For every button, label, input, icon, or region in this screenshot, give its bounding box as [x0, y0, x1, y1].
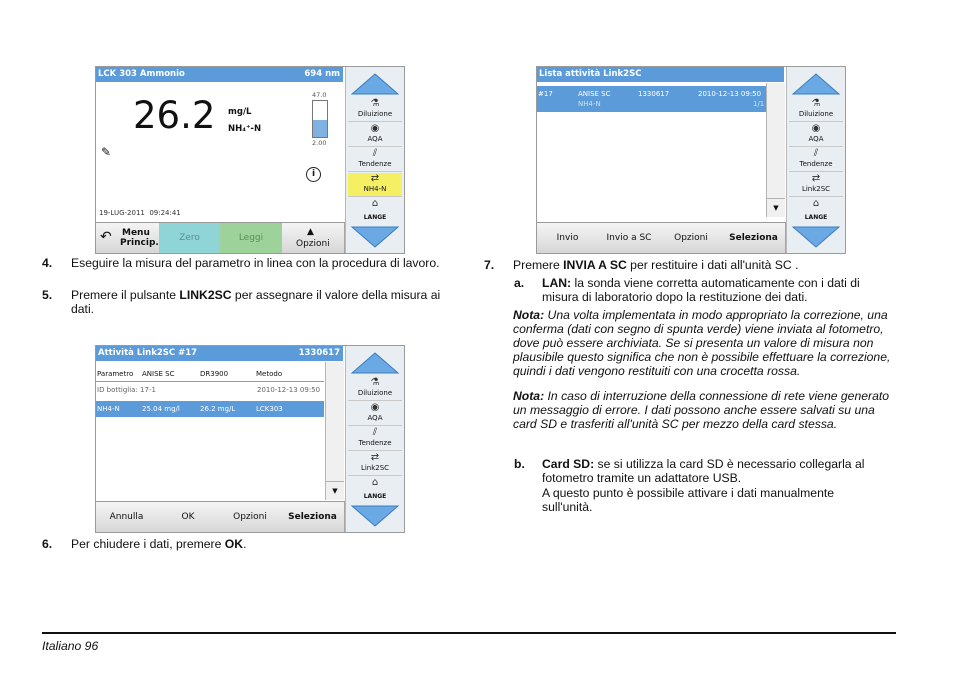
table-header: [96, 369, 326, 379]
link-icon: ⇄: [370, 452, 380, 463]
brand-logo: LANGE: [363, 493, 387, 500]
step-number: 5.: [42, 288, 53, 302]
step-text: [513, 258, 903, 272]
trends-button[interactable]: [348, 427, 402, 451]
home-icon: ⌂: [812, 198, 820, 209]
send-to-sc-button[interactable]: Invio a SC: [598, 223, 661, 253]
wavelength: 694 nm: [304, 69, 340, 79]
dilution-label: Diluizione: [357, 110, 393, 118]
caret-up-icon: ▲: [307, 227, 314, 237]
link2sc-button[interactable]: [348, 452, 402, 476]
info-icon[interactable]: i: [306, 167, 321, 182]
activity-id: 1330617: [638, 90, 670, 98]
back-arrow-icon: ↶: [100, 229, 112, 245]
note-label: Nota:: [513, 389, 545, 403]
scroll-down-button[interactable]: [349, 503, 401, 530]
unit-label: mg/L: [228, 107, 252, 117]
cell-anise: 25.04 mg/l: [142, 405, 180, 413]
link-icon: ⇄: [370, 173, 380, 184]
sidebar: [345, 67, 404, 253]
aqa-button[interactable]: [348, 123, 402, 147]
substep-text-part: se si utilizza la card SD è necessario collegarla al fotometro tramite un adattatore USB.: [542, 457, 865, 485]
aqa-button[interactable]: [348, 402, 402, 426]
step-number: 4.: [42, 256, 53, 270]
column-header: DR3900: [200, 370, 229, 378]
cancel-button[interactable]: Annulla: [96, 502, 158, 532]
link2sc-button[interactable]: [348, 173, 402, 197]
step-text-part: .: [243, 537, 247, 551]
step-text-part: per assegnare il valore della misura ai dati.: [71, 288, 441, 316]
menu-button[interactable]: [96, 223, 160, 253]
trend-chart-icon: ⫽: [372, 427, 378, 438]
species-label: NH₄⁺-N: [228, 124, 262, 134]
screen-title: Lista attività Link2SC: [539, 69, 642, 79]
screen-link2sc-activity: [95, 345, 405, 533]
trends-button[interactable]: [348, 148, 402, 172]
step-text-part: Per chiudere i dati, premere: [71, 537, 225, 551]
home-icon: ⌂: [371, 477, 379, 488]
note-text: Una volta implementata in modo appropriato la correzione, una conferma (dati con segno di spunta verde) viene inviata al fotometro, dove può essere archiviata. Se si presenta un valore di misura non plausibile questo significa che non è possibile effettuare la correzione, quindi i dati vengono restituiti con una crocetta rossa.: [513, 308, 891, 378]
step-number: 7.: [484, 258, 495, 272]
gauge-fill: [313, 120, 327, 137]
link2sc-button[interactable]: [789, 173, 843, 197]
dilution-label: Diluizione: [357, 389, 393, 397]
parameter: NH4-N: [578, 100, 601, 108]
sidebar: [345, 346, 404, 532]
column-header: ANISE SC: [142, 370, 175, 378]
note-2: [513, 389, 897, 431]
menu-label-2: Princip.: [120, 238, 159, 248]
aqa-icon: ◉: [370, 123, 380, 134]
measurement-value: 26.2: [133, 94, 216, 137]
bottle-id: ID bottiglia: 17-1: [97, 386, 156, 394]
page-footer: Italiano 96: [42, 639, 99, 653]
gauge-bottom-label: 2.00: [312, 139, 327, 147]
scroll-down-button[interactable]: [349, 224, 401, 251]
datetime: 19-LUG-2011 09:24:41: [99, 209, 181, 217]
substep-letter: a.: [514, 276, 525, 290]
link2sc-keyword: LINK2SC: [179, 288, 232, 302]
read-button[interactable]: Leggi: [220, 223, 283, 253]
sidebar: [786, 67, 845, 253]
column-header: Parametro: [97, 370, 134, 378]
scrollbar[interactable]: [766, 83, 785, 217]
ok-button[interactable]: OK: [157, 502, 220, 532]
options-label: Opzioni: [296, 239, 330, 249]
note-label: Nota:: [513, 308, 545, 322]
options-button[interactable]: [282, 223, 345, 253]
substep-text-part: la sonda viene corretta automaticamente con i dati di misura di laboratorio dopo la restituzione dei dati.: [542, 276, 860, 304]
scroll-down-arrow-icon[interactable]: ▼: [767, 198, 785, 217]
lan-keyword: LAN:: [542, 276, 572, 290]
dilution-label: Diluizione: [798, 110, 834, 118]
select-button[interactable]: Seleziona: [281, 502, 345, 532]
count: 1/1: [753, 100, 765, 108]
substep-text-2: A questo punto è possibile attivare i dati manualmente sull'unità.: [542, 486, 835, 514]
step-text-part: per restituire i dati all'unità SC .: [626, 258, 799, 272]
trend-chart-icon: ⫽: [372, 148, 378, 159]
aqa-icon: ◉: [370, 402, 380, 413]
scroll-down-arrow-icon[interactable]: ▼: [326, 481, 344, 500]
concentration-gauge: [312, 100, 328, 138]
cell-parameter: NH4-N: [97, 405, 120, 413]
list-item-selected[interactable]: [537, 86, 766, 112]
dilution-button[interactable]: [348, 377, 402, 401]
edit-icon[interactable]: ✎: [101, 145, 112, 159]
send-button[interactable]: Invio: [537, 223, 599, 253]
dilution-button[interactable]: [348, 98, 402, 122]
send-to-sc-keyword: INVIA A SC: [563, 258, 627, 272]
step-text: Eseguire la misura del parametro in linea con la procedura di lavoro.: [71, 256, 440, 270]
screen-link2sc-list: [536, 66, 846, 254]
scroll-down-button[interactable]: [790, 224, 842, 251]
bottom-toolbar: [96, 501, 345, 532]
screen-title: Attività Link2SC #17: [98, 348, 198, 358]
step-text-part: Premere il pulsante: [71, 288, 180, 302]
aqa-label: AQA: [808, 135, 824, 143]
bottom-toolbar: [537, 222, 786, 253]
step-text: [71, 288, 456, 316]
screen-title-bar: [96, 346, 343, 361]
home-icon: ⌂: [371, 198, 379, 209]
menu-label: Menu: [122, 228, 150, 238]
scroll-up-button[interactable]: [349, 70, 401, 97]
activity-number: #17: [538, 90, 553, 98]
substep-text: [542, 457, 892, 485]
trend-chart-icon: ⫽: [813, 148, 819, 159]
note-text: In caso di interruzione della connessione di rete viene generato un messaggio di errore. I dati possono anche essere salvati su una card SD e trasferiti all'unità SC per mezzo della card stessa.: [513, 389, 890, 431]
card-sd-keyword: Card SD:: [542, 457, 595, 471]
link-icon: ⇄: [811, 173, 821, 184]
dilution-icon: ⚗: [370, 377, 380, 388]
link2sc-label: Link2SC: [360, 464, 390, 472]
table-row[interactable]: [96, 385, 324, 395]
trends-label: Tendenze: [358, 160, 392, 168]
link2sc-label: NH4-N: [363, 185, 387, 193]
step-number: 6.: [42, 537, 53, 551]
select-button[interactable]: Seleziona: [722, 223, 786, 253]
scrollbar[interactable]: [325, 362, 344, 500]
aqa-icon: ◉: [811, 123, 821, 134]
scroll-up-button[interactable]: [790, 70, 842, 97]
cell-method: LCK303: [256, 405, 283, 413]
ok-keyword: OK: [224, 537, 244, 551]
screen-title-bar: [96, 67, 343, 82]
note-1: [513, 308, 897, 378]
dilution-button[interactable]: [789, 98, 843, 122]
brand-logo: LANGE: [363, 214, 387, 221]
substep-letter: b.: [514, 457, 525, 471]
gauge-top-label: 47.0: [312, 91, 327, 99]
activity-id: 1330617: [298, 348, 340, 358]
bottom-toolbar: [96, 222, 345, 253]
dilution-icon: ⚗: [811, 98, 821, 109]
scroll-up-button[interactable]: [349, 349, 401, 376]
screen-measurement: [95, 66, 405, 254]
brand-logo: LANGE: [804, 214, 828, 221]
substep-text: [542, 276, 892, 304]
aqa-button[interactable]: [789, 123, 843, 147]
table-row-selected[interactable]: [96, 401, 324, 417]
options-button[interactable]: Opzioni: [219, 502, 282, 532]
row-date: 2010-12-13 09:50: [257, 386, 321, 394]
options-button[interactable]: Opzioni: [660, 223, 723, 253]
cell-dr3900: 26.2 mg/L: [200, 405, 236, 413]
step-text-part: Premere: [513, 258, 564, 272]
trends-label: Tendenze: [358, 439, 392, 447]
trends-button[interactable]: [789, 148, 843, 172]
dilution-icon: ⚗: [370, 98, 380, 109]
zero-button[interactable]: Zero: [159, 223, 221, 253]
activity-date: 2010-12-13 09:50: [698, 90, 762, 98]
screen-title-bar: [537, 67, 784, 82]
trends-label: Tendenze: [799, 160, 833, 168]
aqa-label: AQA: [367, 414, 383, 422]
link2sc-label: Link2SC: [801, 185, 831, 193]
divider: [96, 381, 324, 382]
footer-rule: [42, 632, 896, 634]
aqa-label: AQA: [367, 135, 383, 143]
screen-title: LCK 303 Ammonio: [98, 69, 185, 79]
sc-name: ANISE SC: [578, 90, 611, 98]
column-header: Metodo: [256, 370, 283, 378]
step-text: [71, 537, 446, 551]
